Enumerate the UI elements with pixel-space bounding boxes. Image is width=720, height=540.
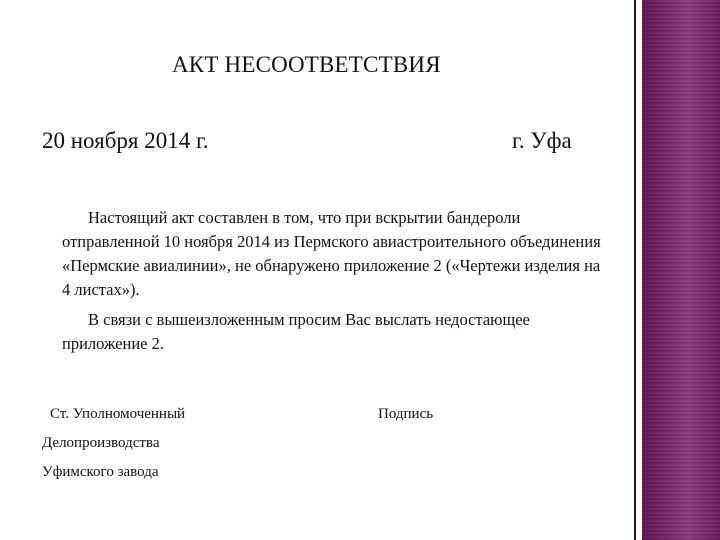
side-divider (634, 0, 636, 540)
document-date: 20 ноября 2014 г. (42, 128, 209, 153)
signature-label: Подпись (378, 406, 434, 422)
decorative-side-panel (642, 0, 720, 540)
body-paragraph: Настоящий акт составлен в том, что при вскрытии бандероли отправленной 10 ноября 2014 из Пермского авиастроительного объединения «Пермские авиалинии», не обнаружено приложение 2 («Чертежи изделия на 4 листах»). (62, 208, 601, 299)
document-city: г. Уфа (512, 128, 572, 153)
signatory-position: Ст. Уполномоченный (50, 406, 186, 422)
signatory-organization: Уфимского завода (42, 464, 159, 480)
document-body (62, 206, 602, 362)
signatory-department: Делопроизводства (42, 435, 160, 451)
body-paragraph: В связи с вышеизложенным просим Вас выслать недостающее приложение 2. (62, 310, 530, 353)
document-title: АКТ НЕСООТВЕТСТВИЯ (172, 52, 441, 77)
signatory-block (42, 400, 185, 487)
